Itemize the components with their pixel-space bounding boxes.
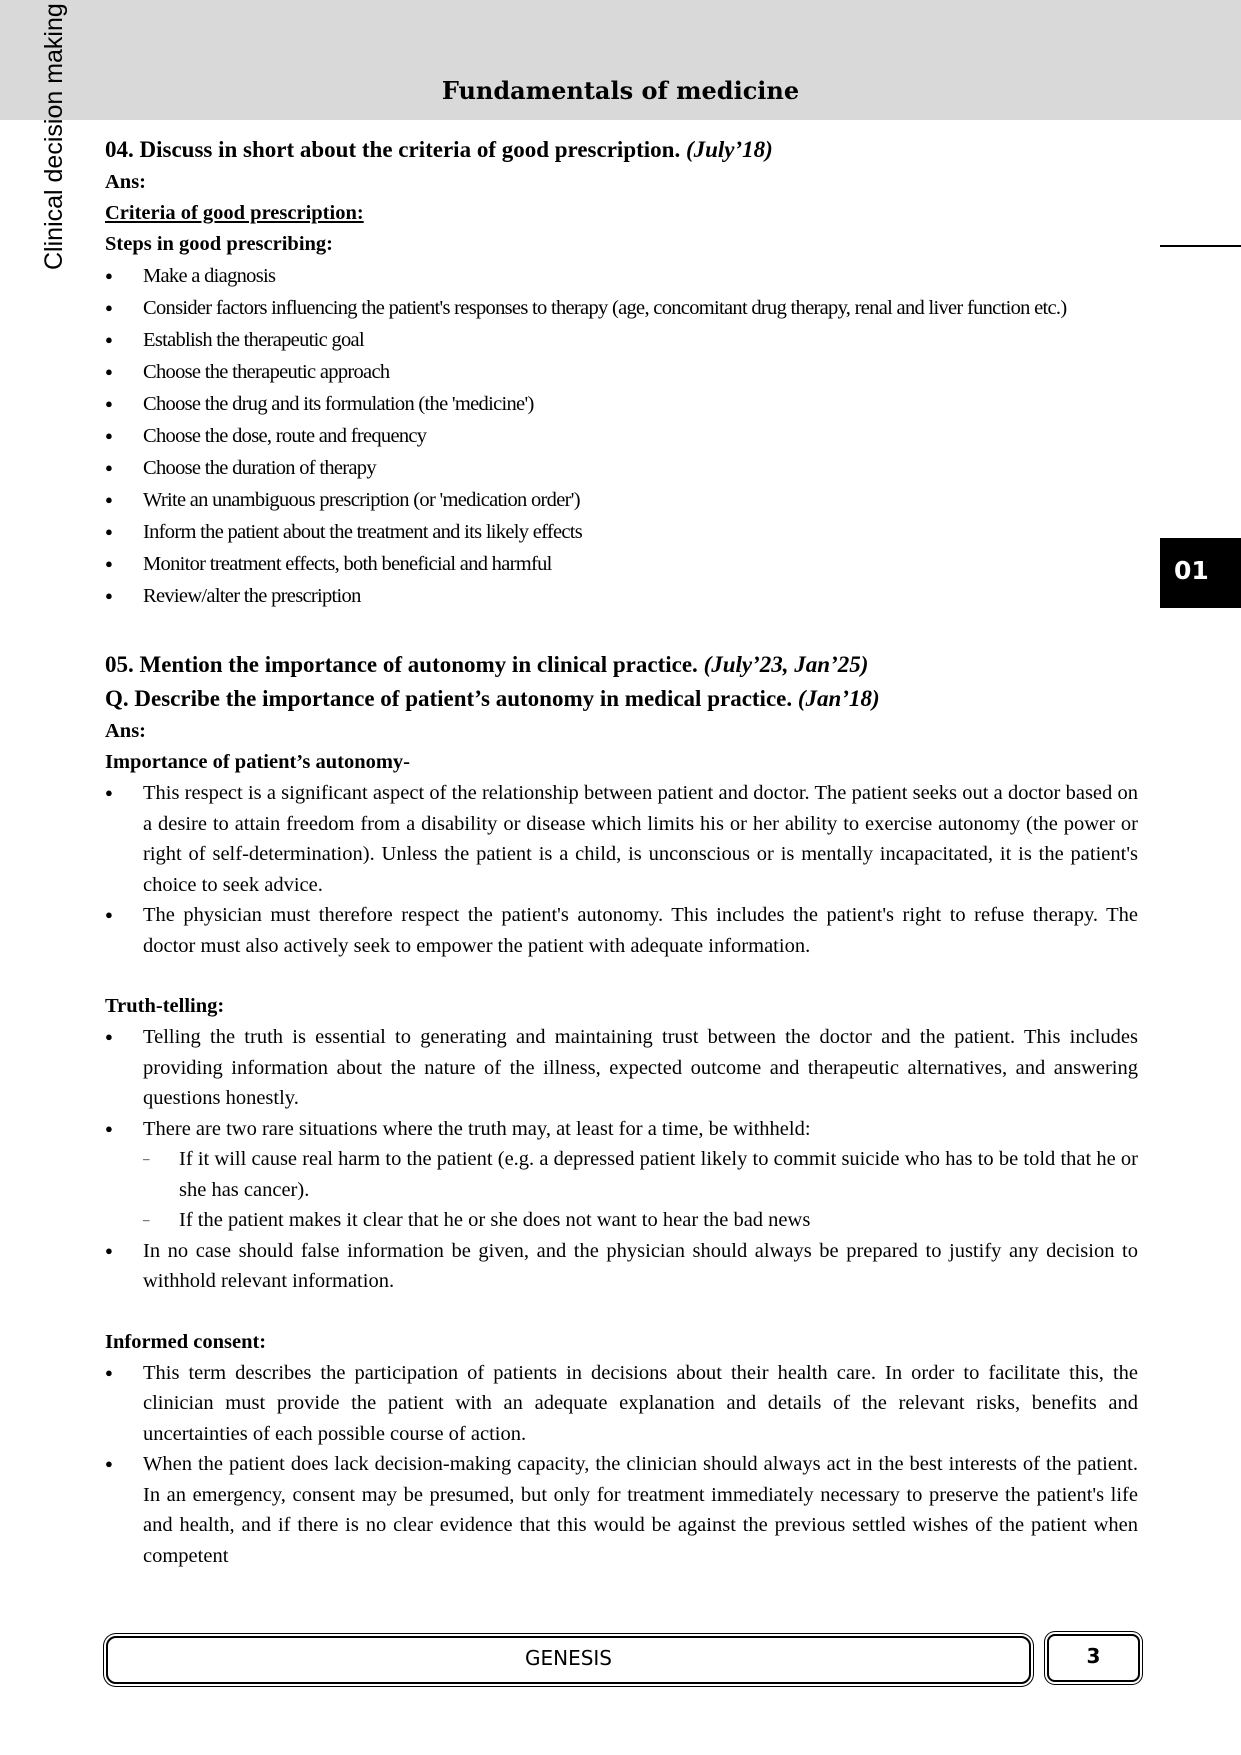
- criteria-heading: Criteria of good prescription:: [105, 202, 364, 224]
- list-item: ● Make a diagnosis: [105, 260, 1138, 292]
- list-item: ● Telling the truth is essential to generating and maintaining trust between the doctor and the patient. This includes providing information about the nature of the illness, expected outcome and therapeutic alternatives, and answering questions honestly.: [105, 1022, 1138, 1114]
- question-04: [105, 133, 1138, 167]
- answer-label: Ans:: [105, 171, 147, 193]
- page-content: [105, 133, 1138, 1571]
- list-item: [105, 1114, 1138, 1236]
- question-05-text: 05. Mention the importance of autonomy in clinical practice.: [105, 652, 698, 677]
- list-item: ● Choose the dose, route and frequency: [105, 420, 1138, 452]
- autonomy-heading: Importance of patient’s autonomy-: [105, 751, 411, 773]
- list-item: ● Establish the therapeutic goal: [105, 324, 1138, 356]
- autonomy-list: [105, 778, 1138, 961]
- list-item: ● Choose the drug and its formulation (the 'medicine'): [105, 388, 1138, 420]
- sub-list-item: – If it will cause real harm to the patient (e.g. a depressed patient likely to commit suicide who has to be told that he or she has cancer).: [143, 1144, 1138, 1205]
- list-item: ● This respect is a significant aspect of the relationship between patient and doctor. The patient seeks out a doctor based on a desire to attain freedom from a disability or disease which limits his or her ability to exercise autonomy (the power or right of self-determination). Unless the patient is a child, is unconscious or is mentally incapacitated, it is the patient's choice to seek advice.: [105, 778, 1138, 900]
- list-item: ● Inform the patient about the treatment and its likely effects: [105, 516, 1138, 548]
- list-item: ● The physician must therefore respect the patient's autonomy. This includes the patient's right to refuse therapy. The doctor must also actively seek to empower the patient with adequate information.: [105, 900, 1138, 961]
- list-item: ● Consider factors influencing the patient's responses to therapy (age, concomitant drug therapy, renal and liver function etc.): [105, 292, 1138, 324]
- informed-consent-heading: Informed consent:: [105, 1330, 267, 1353]
- list-item: ● Monitor treatment effects, both beneficial and harmful: [105, 548, 1138, 580]
- header-title: Fundamentals of medicine: [441, 76, 800, 105]
- question-05-ref: (July’23, Jan’25): [703, 652, 869, 677]
- list-item: ● Review/alter the prescription: [105, 580, 1138, 612]
- list-item: ● Write an unambiguous prescription (or 'medication order'): [105, 484, 1138, 516]
- withheld-situations-list: [143, 1144, 1138, 1236]
- chapter-side-label: Clinical decision making: [40, 3, 68, 270]
- page-number: 3: [1086, 1644, 1101, 1668]
- list-item: ● This term describes the participation of patients in decisions about their health care. In order to facilitate this, the clinician must provide the patient with an adequate explanation and details of the relevant risks, benefits and uncertainties of each possible course of action.: [105, 1358, 1138, 1450]
- chapter-number: 01: [1160, 538, 1241, 608]
- question-04-ref: (July’18): [685, 137, 773, 162]
- list-item: ● In no case should false information be given, and the physician should always be prepared to justify any decision to withhold relevant information.: [105, 1236, 1138, 1297]
- informed-consent-list: [105, 1358, 1138, 1572]
- truth-telling-heading: Truth-telling:: [105, 995, 225, 1017]
- list-item: ● Choose the therapeutic approach: [105, 356, 1138, 388]
- question-05-alt-text: Q. Describe the importance of patient’s autonomy in medical practice.: [105, 686, 793, 711]
- truth-telling-list: [105, 1022, 1138, 1297]
- footer-label: GENESIS: [524, 1646, 613, 1670]
- list-item: ● Choose the duration of therapy: [105, 452, 1138, 484]
- question-05: [105, 648, 1138, 682]
- prescribing-steps-list: [105, 260, 1138, 612]
- steps-subheading: Steps in good prescribing:: [105, 233, 334, 255]
- question-05-alt-ref: (Jan’18): [797, 686, 880, 711]
- answer-label: Ans:: [105, 720, 147, 742]
- chapter-side-tab: [1160, 245, 1241, 540]
- question-05-alt: [105, 682, 1138, 716]
- list-item-text: There are two rare situations where the truth may, at least for a time, be withheld:: [143, 1117, 811, 1140]
- sub-list-item: – If the patient makes it clear that he or she does not want to hear the bad news: [143, 1205, 1138, 1236]
- question-04-text: 04. Discuss in short about the criteria of good prescription.: [105, 137, 681, 162]
- list-item: ● When the patient does lack decision-making capacity, the clinician should always act in the best interests of the patient. In an emergency, consent may be presumed, but only for treatment immediately necessary to preserve the patient's life and health, and if there is no clear evidence that this would be against the previous settled wishes of the patient when competent: [105, 1449, 1138, 1571]
